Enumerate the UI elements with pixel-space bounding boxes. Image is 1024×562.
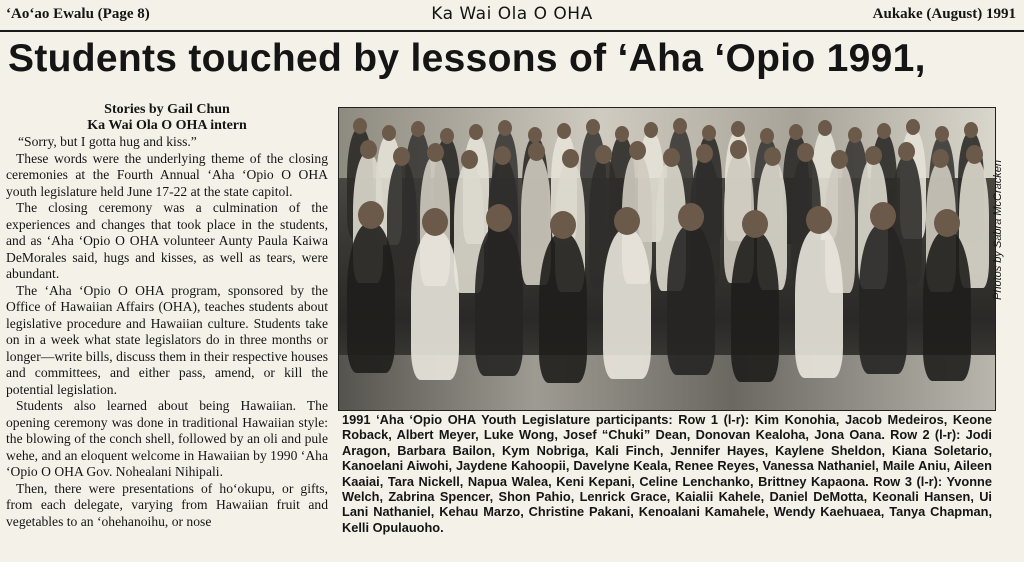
issue-date: Aukake (August) 1991 xyxy=(872,6,1016,22)
photo-person xyxy=(859,224,907,374)
photo-caption: 1991 ‘Aha ‘Opio OHA Youth Legislature participants: Row 1 (l-r): Kim Konohia, Jacob Medeiros, Keone Roback, Albert Meyer, Luke Wong, Josef “Chuki” Dean, Donovan Kealoha, Jona Oana. Row 2 (l-r): Jodi Aragon, Barbara Bailon, Kym Nobriga, Kali Finch, Jennifer Hayes, Kaylene Sheldon, Kiana Soletario, Kanoelani Aiwohi, Jaydene Kahoopii, Davelyne Keala, Renee Reyes, Vanessa Nathaniel, Maile Aniu, Aileen Kaaiai, Tara Nickell, Napua Walea, Keni Kepani, Celine Lenchanko, Brittney Kapaona. Row 3 (l-r): Yvonne Welch, Zabrina Spencer, Shon Pahio, Lenrick Grace, Kaialii Kahele, Daniel DeMotta, Keonali Hansen, Ui Lani Nathaniel, Kehau Marzo, Christine Pakani, Kenoalani Kamahele, Wendy Kaehuaea, Tanya Chapman, Kelli Opulauoho. xyxy=(342,412,992,535)
photo-person-head xyxy=(730,140,747,159)
article-paragraph: These words were the underlying theme of the closing ceremonies at the Fourth Annual ‘Aha ‘Opio O OHA youth legislature held June 17-22 at the state capitol. xyxy=(6,150,328,199)
photo-person xyxy=(667,225,715,375)
photo-person-head xyxy=(877,123,891,139)
photo-person-head xyxy=(806,206,832,234)
article-paragraph: Then, there were presentations of ho‘okupu, or gifts, from each delegate, varying from Hawaiian fruit and vegetables to an ‘ohehanoihu, or nose xyxy=(6,480,328,529)
photo-person-head xyxy=(966,145,983,164)
photo-person xyxy=(475,226,523,376)
photo-person-head xyxy=(964,122,978,138)
page-number: ‘Ao‘ao Ewalu (Page 8) xyxy=(6,6,150,22)
photo-person-head xyxy=(360,140,377,159)
photo-person-head xyxy=(848,127,862,143)
photo-person-head xyxy=(906,119,920,135)
photo-person-head xyxy=(427,143,444,162)
photo-person-head xyxy=(870,202,896,230)
photo-person-head xyxy=(764,147,781,166)
photo-person-head xyxy=(865,146,882,165)
photo-person-head xyxy=(932,149,949,168)
photo-person-head xyxy=(557,123,571,139)
photo-person-head xyxy=(702,125,716,141)
byline-author: Stories by Gail Chun xyxy=(104,102,230,117)
photo-person-head xyxy=(644,122,658,138)
photo-person-head xyxy=(663,148,680,167)
article-paragraph: Students also learned about being Hawaiian. The opening ceremony was done in traditional Hawaiian style: the blowing of the conch shell, followed by an oli and pule wehe, and an eloquent welcome in Hawaiian by 1990 ‘Aha ‘Opio O OHA Gov. Nohealani Nihipali. xyxy=(6,398,328,479)
photo-person-head xyxy=(629,141,646,160)
photo-person-head xyxy=(614,207,640,235)
newspaper-title: Ka Wai Ola O OHA xyxy=(431,4,593,24)
photo-person-head xyxy=(382,125,396,141)
photo-credit: Photos by Sabra McCracken xyxy=(992,159,1004,300)
headline: Students touched by lessons of ‘Aha ‘Opio 1991, xyxy=(8,37,926,80)
photo-person xyxy=(411,230,459,380)
photo-person xyxy=(731,232,779,382)
byline-role: Ka Wai Ola O OHA intern xyxy=(87,118,247,133)
photo-person-head xyxy=(586,119,600,135)
photo-person xyxy=(603,229,651,379)
photo-person-head xyxy=(742,210,768,238)
masthead xyxy=(0,0,1024,32)
article-column xyxy=(6,102,328,562)
photo-person-head xyxy=(422,208,448,236)
photo-person-head xyxy=(831,150,848,169)
article-paragraph: The closing ceremony was a culmination of the experiences and changes that took place in the students, and as ‘Aha ‘Opio O OHA volunteer Aunty Paula Kaiwa DeMorales said, hugs and kisses, as well as tears, were abundant. xyxy=(6,200,328,281)
article-paragraph: “Sorry, but I gotta hug and kiss.” xyxy=(18,134,197,149)
photo-person-head xyxy=(615,126,629,142)
group-photo xyxy=(338,107,996,411)
photo-person-head xyxy=(461,150,478,169)
photo-person-head xyxy=(562,149,579,168)
photo-person xyxy=(539,233,587,383)
byline xyxy=(6,102,328,134)
photo-person-head xyxy=(935,126,949,142)
photo-person-head xyxy=(486,204,512,232)
photo-person-head xyxy=(550,211,576,239)
photo-person xyxy=(923,231,971,381)
photo-person-head xyxy=(528,142,545,161)
photo-person-head xyxy=(934,209,960,237)
photo-person-head xyxy=(673,118,687,134)
photo-person xyxy=(347,223,395,373)
photo-person-head xyxy=(353,118,367,134)
photo-person-head xyxy=(358,201,384,229)
photo-person xyxy=(795,228,843,378)
photo-person-head xyxy=(678,203,704,231)
article-paragraph: The ‘Aha ‘Opio O OHA program, sponsored by the Office of Hawaiian Affairs (OHA), teaches students about legislative procedure and Hawaiian culture. Students take on in a week what state legislators do in three months or longer—write bills, discuss them in their respective houses and committees, and either pass, amend, or kill the potential legislation. xyxy=(6,282,328,397)
photo-person-head xyxy=(528,127,542,143)
